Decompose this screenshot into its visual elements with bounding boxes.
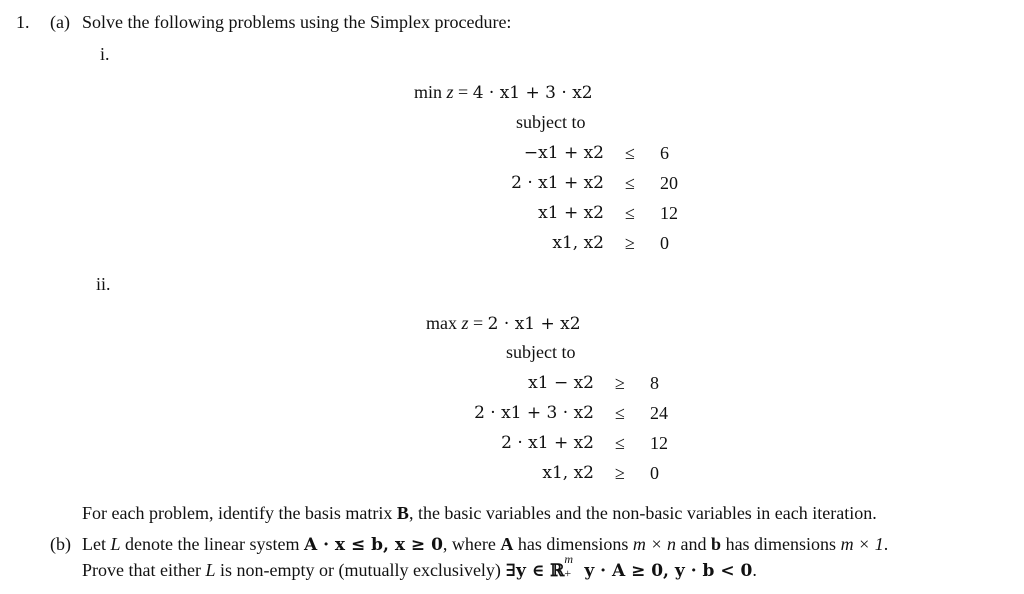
b-vector-b: b [711,534,722,554]
b-text: . [752,560,757,580]
b-text: denote the linear system [120,534,304,554]
b-dim-m: m [564,552,574,566]
b-condition: y · A ≥ 0, y · b < 0 [578,561,753,581]
b-text: . [883,534,889,554]
objective-var: z [461,313,469,333]
problem-i-constraint-1-lhs: −x1 + x2 [523,143,604,163]
problem-ii-constraint-4-lhs: x1, x2 [542,463,594,483]
b-text: , where [442,534,501,554]
problem-ii-constraint-2-rhs: 24 [650,403,668,423]
problem-ii-constraint-2-rel: ≤ [615,403,625,423]
b-dims-A: m × n [632,534,677,554]
b-text: Prove that either [82,560,206,580]
objective-kind: min [414,82,443,102]
part-a-closing [82,503,877,524]
b-text: has dimensions [721,534,841,554]
problem-i-constraint-2-rhs: 20 [660,173,678,193]
b-text: has dimensions [513,534,633,554]
problem-ii-constraint-1-rhs: 8 [650,373,659,393]
problem-i-constraint-1-rhs: 6 [660,143,669,163]
objective-expression: 2 · x1 + x2 [487,314,581,334]
b-dims-b: m × 1 [840,534,884,554]
problem-i-constraint-1-rel: ≤ [625,143,635,163]
b-text: and [676,534,712,554]
part-b-line-2 [82,552,757,581]
problem-ii-constraint-3-rel: ≤ [615,433,625,453]
problem-i-constraint-4-lhs: x1, x2 [552,233,604,253]
b-var-L: L [205,560,216,580]
problem-i-objective [414,82,593,103]
objective-kind: max [426,313,457,333]
problem-i-constraint-3-lhs: x1 + x2 [538,203,604,223]
closing-basis-matrix: B [396,503,409,523]
objective-var: z [446,82,454,102]
closing-text-2: , the basic variables and the non-basic variables in each iteration. [408,503,877,523]
problem-i-constraint-2-lhs: 2 · x1 + x2 [511,173,604,193]
objective-eq: = [458,82,469,102]
problem-ii-label: ii. [96,274,111,294]
part-a-label: (a) [50,12,70,32]
problem-ii-objective [426,313,581,334]
b-exists: ∃y ∈ ℝ [505,561,565,581]
b-text: is non-empty or (mutually exclusively) [215,560,506,580]
part-a-intro: Solve the following problems using the Simplex procedure: [82,12,512,32]
problem-i-label: i. [100,44,110,64]
b-var-L: L [110,534,121,554]
b-plus: + [564,566,572,580]
closing-text-1: For each problem, identify the basis matrix [82,503,397,523]
b-text: Let [82,534,111,554]
problem-i-subject-to: subject to [516,112,586,132]
b-system: A · x ≤ b, x ≥ 0 [303,535,443,555]
objective-expression: 4 · x1 + 3 · x2 [472,83,593,103]
problem-i-constraint-4-rhs: 0 [660,233,669,253]
objective-eq: = [473,313,484,333]
problem-ii-constraint-3-rhs: 12 [650,433,668,453]
b-matrix-A: A [500,534,514,554]
problem-ii-constraint-3-lhs: 2 · x1 + x2 [501,433,594,453]
question-number: 1. [16,12,30,32]
problem-ii-constraint-1-rel: ≥ [615,373,625,393]
problem-ii-constraint-4-rel: ≥ [615,463,625,483]
problem-i-constraint-3-rel: ≤ [625,203,635,223]
problem-ii-constraint-2-lhs: 2 · x1 + 3 · x2 [474,403,594,423]
problem-ii-constraint-1-lhs: x1 − x2 [528,373,594,393]
part-b-line-1 [82,534,888,555]
problem-i-constraint-3-rhs: 12 [660,203,678,223]
problem-ii-constraint-4-rhs: 0 [650,463,659,483]
problem-i-constraint-2-rel: ≤ [625,173,635,193]
part-b-label: (b) [50,534,71,554]
problem-i-constraint-4-rel: ≥ [625,233,635,253]
b-real-space-scripts [564,552,578,580]
problem-ii-subject-to: subject to [506,342,576,362]
